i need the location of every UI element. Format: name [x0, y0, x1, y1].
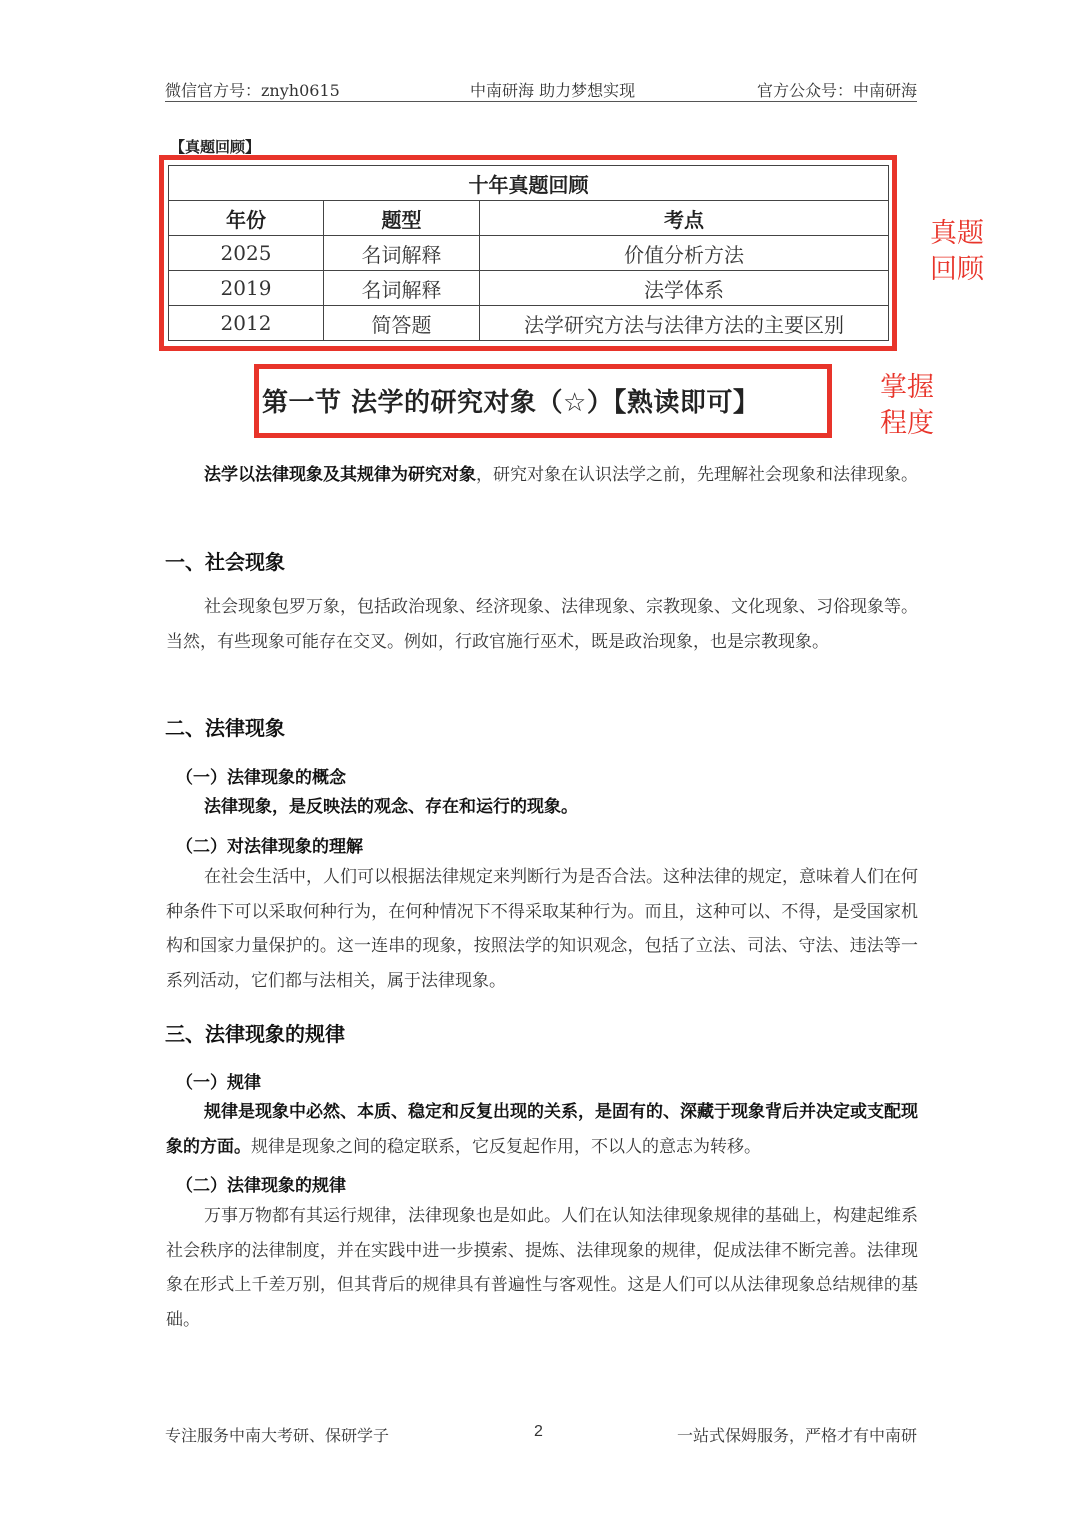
cell-type: 名词解释: [324, 271, 480, 306]
social-phenomena-text: 社会现象包罗万象，包括政治现象、经济现象、法律现象、宗教现象、文化现象、习俗现象等。当然，有些现象可能存在交叉。例如，行政官施行巫术，既是政治现象，也是宗教现象。: [166, 597, 918, 652]
intro-rest: ，研究对象在认识法学之前，先理解社会现象和法律现象。: [476, 465, 918, 485]
review-table-title: 十年真题回顾: [169, 166, 889, 201]
section-title: 第一节 法学的研究对象（☆）【熟读即可】: [262, 388, 760, 418]
social-phenomena-paragraph: [166, 590, 918, 659]
heading-legal-phenomena: 二、法律现象: [165, 716, 285, 740]
table-row: [169, 306, 889, 341]
review-label: 【真题回顾】: [170, 138, 261, 156]
cell-year: 2012: [169, 306, 324, 341]
review-table: [168, 165, 889, 341]
intro-bold: 法学以法律现象及其规律为研究对象: [204, 465, 476, 485]
footer-right: 一站式保姆服务，严格才有中南研: [676, 1426, 917, 1445]
subheading-understanding: （二）对法律现象的理解: [176, 837, 363, 857]
header-right: 官方公众号：中南研海: [756, 81, 917, 100]
mastery-side-note-line2: 程度: [880, 408, 934, 439]
table-row: [169, 271, 889, 306]
legal-regularity-paragraph: [166, 1199, 918, 1337]
understanding-paragraph: [166, 860, 918, 998]
heading-regularity: 三、法律现象的规律: [165, 1022, 345, 1046]
review-side-note: [930, 216, 984, 288]
cell-year: 2019: [169, 271, 324, 306]
cell-topic: 法学体系: [480, 271, 889, 306]
regularity-paragraph: [166, 1095, 918, 1164]
cell-type: 名词解释: [324, 236, 480, 271]
page-number: 2: [534, 1423, 543, 1440]
table-row: [169, 236, 889, 271]
heading-social-phenomena: 一、社会现象: [165, 550, 285, 574]
definition-text: 法律现象，是反映法的观念、存在和运行的现象。: [204, 797, 578, 817]
subheading-concept: （一）法律现象的概念: [176, 768, 346, 788]
column-header-topic: 考点: [480, 201, 889, 236]
header-center: 中南研海 助力梦想实现: [470, 81, 636, 100]
cell-topic: 价值分析方法: [480, 236, 889, 271]
column-header-year: 年份: [169, 201, 324, 236]
definition-paragraph: [166, 790, 918, 825]
understanding-text: 在社会生活中，人们可以根据法律规定来判断行为是否合法。这种法律的规定，意味着人们在何种条件下可以采取何种行为，在何种情况下不得采取某种行为。而且，这种可以、不得，是受国家机构和国家力量保护的。这一连串的现象，按照法学的知识观念，包括了立法、司法、守法、违法等一系列活动，它们都与法相关，属于法律现象。: [166, 867, 918, 991]
mastery-side-note-line1: 掌握: [880, 372, 934, 403]
subheading-regularity: （一）规律: [176, 1073, 261, 1093]
cell-type: 简答题: [324, 306, 480, 341]
cell-year: 2025: [169, 236, 324, 271]
intro-paragraph: [166, 458, 918, 493]
review-side-note-line2: 回顾: [930, 254, 984, 285]
header-divider: [165, 101, 917, 102]
legal-regularity-text: 万事万物都有其运行规律，法律现象也是如此。人们在认知法律现象规律的基础上，构建起维系社会秩序的法律制度，并在实践中进一步摸索、提炼、法律现象的规律，促成法律不断完善。法律现象在形式上千差万别，但其背后的规律具有普遍性与客观性。这是人们可以从法律现象总结规律的基础。: [166, 1206, 918, 1330]
review-side-note-line1: 真题: [930, 218, 984, 249]
regularity-bold: 规律是现象中必然、本质、稳定和反复出现的关系，是固有的、深藏于现象背后并决定或支配现象的方面。: [166, 1102, 918, 1157]
cell-topic: 法学研究方法与法律方法的主要区别: [480, 306, 889, 341]
footer-left: 专注服务中南大考研、保研学子: [165, 1426, 390, 1445]
regularity-rest: 规律是现象之间的稳定联系，它反复起作用，不以人的意志为转移。: [251, 1136, 761, 1157]
mastery-side-note: [880, 370, 934, 442]
subheading-legal-regularity: （二）法律现象的规律: [176, 1176, 346, 1196]
column-header-type: 题型: [324, 201, 480, 236]
header-left: 微信官方号：znyh0615: [165, 81, 340, 100]
